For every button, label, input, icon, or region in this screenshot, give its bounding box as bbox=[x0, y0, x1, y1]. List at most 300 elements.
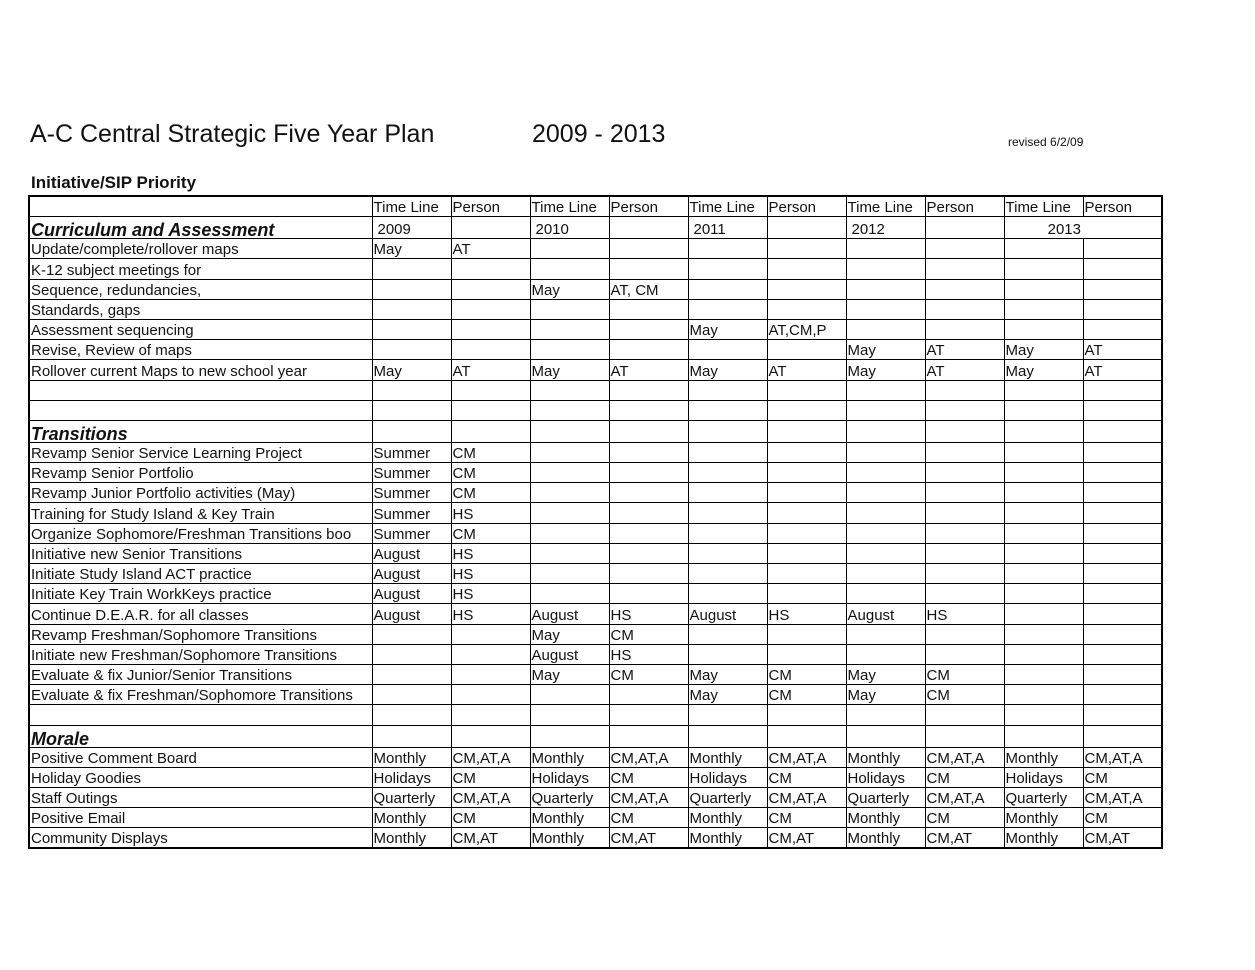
timeline-cell bbox=[688, 503, 767, 523]
timeline-cell bbox=[1004, 319, 1083, 339]
task-cell: Staff Outings bbox=[29, 787, 372, 807]
person-header: Person bbox=[1083, 196, 1162, 217]
timeline-cell: Quarterly bbox=[1004, 787, 1083, 807]
timeline-cell: May bbox=[372, 360, 451, 380]
person-cell bbox=[451, 664, 530, 684]
timeline-cell bbox=[846, 380, 925, 400]
timeline-cell: May bbox=[846, 360, 925, 380]
initiative-heading: Initiative/SIP Priority bbox=[31, 173, 197, 192]
person-cell bbox=[1083, 543, 1162, 563]
section-heading: Morale bbox=[29, 725, 372, 747]
timeline-cell: May bbox=[688, 360, 767, 380]
timeline-cell: Monthly bbox=[846, 747, 925, 767]
timeline-cell: May bbox=[688, 319, 767, 339]
timeline-cell bbox=[846, 543, 925, 563]
person-cell: AT bbox=[451, 239, 530, 259]
person-cell: CM,AT,A bbox=[609, 787, 688, 807]
task-cell: Evaluate & fix Junior/Senior Transitions bbox=[29, 664, 372, 684]
person-cell bbox=[767, 543, 846, 563]
timeline-cell bbox=[688, 259, 767, 279]
person-cell: CM bbox=[767, 685, 846, 705]
task-cell: Community Displays bbox=[29, 828, 372, 849]
person-cell: HS bbox=[451, 584, 530, 604]
timeline-cell bbox=[530, 299, 609, 319]
task-cell: Initiate Study Island ACT practice bbox=[29, 564, 372, 584]
person-cell bbox=[767, 624, 846, 644]
timeline-cell: May bbox=[530, 279, 609, 299]
person-cell bbox=[925, 380, 1004, 400]
person-cell: CM,AT,A bbox=[451, 747, 530, 767]
person-cell: HS bbox=[609, 644, 688, 664]
empty-cell bbox=[846, 725, 925, 747]
person-cell bbox=[925, 644, 1004, 664]
person-cell bbox=[451, 705, 530, 725]
table-row bbox=[29, 463, 1162, 483]
section-row bbox=[29, 420, 1162, 442]
person-cell: CM bbox=[451, 463, 530, 483]
timeline-cell: August bbox=[688, 604, 767, 624]
person-cell bbox=[1083, 442, 1162, 462]
empty-cell bbox=[451, 420, 530, 442]
timeline-cell bbox=[846, 624, 925, 644]
timeline-cell bbox=[372, 380, 451, 400]
empty-cell bbox=[609, 420, 688, 442]
person-cell bbox=[609, 705, 688, 725]
timeline-cell bbox=[688, 564, 767, 584]
timeline-cell bbox=[846, 319, 925, 339]
task-cell: Revise, Review of maps bbox=[29, 340, 372, 360]
timeline-cell: May bbox=[846, 340, 925, 360]
person-cell bbox=[767, 400, 846, 420]
timeline-cell bbox=[372, 340, 451, 360]
timeline-cell bbox=[1004, 463, 1083, 483]
empty-cell bbox=[609, 217, 688, 239]
year-label: 2010 bbox=[530, 217, 609, 239]
timeline-header: Time Line bbox=[1004, 196, 1083, 217]
table-row bbox=[29, 644, 1162, 664]
person-cell: HS bbox=[451, 543, 530, 563]
person-cell bbox=[1083, 604, 1162, 624]
person-cell bbox=[925, 564, 1004, 584]
person-cell: CM bbox=[451, 442, 530, 462]
timeline-cell: Quarterly bbox=[530, 787, 609, 807]
timeline-cell bbox=[1004, 483, 1083, 503]
timeline-cell bbox=[846, 279, 925, 299]
timeline-cell: Monthly bbox=[1004, 747, 1083, 767]
person-cell bbox=[1083, 644, 1162, 664]
timeline-header: Time Line bbox=[688, 196, 767, 217]
timeline-cell bbox=[1004, 299, 1083, 319]
person-cell bbox=[767, 442, 846, 462]
person-cell bbox=[1083, 685, 1162, 705]
timeline-cell: Summer bbox=[372, 483, 451, 503]
timeline-cell bbox=[1004, 503, 1083, 523]
empty-cell bbox=[925, 725, 1004, 747]
empty-cell bbox=[925, 420, 1004, 442]
person-cell: CM bbox=[925, 767, 1004, 787]
person-cell bbox=[1083, 483, 1162, 503]
timeline-cell bbox=[688, 705, 767, 725]
person-cell: CM bbox=[609, 808, 688, 828]
person-cell bbox=[925, 584, 1004, 604]
timeline-cell bbox=[846, 239, 925, 259]
table-row bbox=[29, 340, 1162, 360]
column-header-row bbox=[29, 196, 1162, 217]
timeline-cell: Holidays bbox=[372, 767, 451, 787]
timeline-cell bbox=[372, 685, 451, 705]
timeline-cell bbox=[530, 564, 609, 584]
task-cell: Initiate Key Train WorkKeys practice bbox=[29, 584, 372, 604]
person-cell bbox=[451, 644, 530, 664]
person-cell bbox=[1083, 564, 1162, 584]
person-cell bbox=[767, 483, 846, 503]
timeline-cell bbox=[372, 299, 451, 319]
person-cell: CM bbox=[767, 664, 846, 684]
timeline-cell: Summer bbox=[372, 503, 451, 523]
timeline-cell: August bbox=[846, 604, 925, 624]
timeline-cell: May bbox=[1004, 340, 1083, 360]
table-row bbox=[29, 564, 1162, 584]
task-cell: Revamp Freshman/Sophomore Transitions bbox=[29, 624, 372, 644]
timeline-cell bbox=[846, 503, 925, 523]
person-cell: CM,AT,A bbox=[767, 747, 846, 767]
timeline-cell bbox=[1004, 543, 1083, 563]
blank-row bbox=[29, 705, 1162, 725]
empty-cell bbox=[688, 725, 767, 747]
empty-cell bbox=[451, 217, 530, 239]
person-cell bbox=[1083, 239, 1162, 259]
task-cell bbox=[29, 380, 372, 400]
person-cell bbox=[609, 543, 688, 563]
person-cell: CM,AT,A bbox=[451, 787, 530, 807]
timeline-cell: Holidays bbox=[688, 767, 767, 787]
year-label: 2011 bbox=[688, 217, 767, 239]
task-cell bbox=[29, 705, 372, 725]
timeline-cell bbox=[1004, 259, 1083, 279]
person-cell: CM,AT bbox=[925, 828, 1004, 849]
table-row bbox=[29, 279, 1162, 299]
empty-cell bbox=[688, 420, 767, 442]
person-cell: CM bbox=[451, 523, 530, 543]
person-cell bbox=[925, 442, 1004, 462]
person-cell: CM bbox=[767, 808, 846, 828]
table-row bbox=[29, 828, 1162, 849]
timeline-cell bbox=[688, 400, 767, 420]
timeline-cell bbox=[1004, 400, 1083, 420]
timeline-cell bbox=[530, 523, 609, 543]
plan-table bbox=[28, 195, 1163, 849]
empty-cell bbox=[1004, 420, 1083, 442]
timeline-cell bbox=[530, 380, 609, 400]
timeline-cell bbox=[846, 299, 925, 319]
task-cell: Revamp Junior Portfolio activities (May) bbox=[29, 483, 372, 503]
timeline-cell bbox=[688, 299, 767, 319]
person-cell bbox=[609, 299, 688, 319]
timeline-cell: Monthly bbox=[1004, 808, 1083, 828]
person-cell: CM,AT bbox=[767, 828, 846, 849]
timeline-cell bbox=[530, 584, 609, 604]
timeline-cell bbox=[530, 463, 609, 483]
person-cell bbox=[609, 442, 688, 462]
person-cell: AT bbox=[1083, 360, 1162, 380]
person-cell bbox=[1083, 624, 1162, 644]
task-cell: Standards, gaps bbox=[29, 299, 372, 319]
person-cell: HS bbox=[925, 604, 1004, 624]
person-cell: AT bbox=[767, 360, 846, 380]
timeline-cell bbox=[530, 685, 609, 705]
empty-cell bbox=[530, 725, 609, 747]
timeline-cell bbox=[1004, 564, 1083, 584]
table-row bbox=[29, 747, 1162, 767]
timeline-cell bbox=[372, 664, 451, 684]
section-row bbox=[29, 725, 1162, 747]
person-cell: AT bbox=[609, 360, 688, 380]
person-cell bbox=[1083, 279, 1162, 299]
person-cell: HS bbox=[767, 604, 846, 624]
table-row bbox=[29, 584, 1162, 604]
timeline-cell: August bbox=[372, 604, 451, 624]
timeline-cell bbox=[846, 400, 925, 420]
table-row bbox=[29, 259, 1162, 279]
table-row bbox=[29, 360, 1162, 380]
timeline-cell: August bbox=[372, 564, 451, 584]
task-cell: Assessment sequencing bbox=[29, 319, 372, 339]
person-cell bbox=[609, 380, 688, 400]
person-cell bbox=[1083, 463, 1162, 483]
person-cell bbox=[1083, 319, 1162, 339]
person-cell bbox=[925, 463, 1004, 483]
timeline-cell: May bbox=[530, 360, 609, 380]
timeline-cell bbox=[688, 523, 767, 543]
person-header: Person bbox=[451, 196, 530, 217]
task-cell: Positive Comment Board bbox=[29, 747, 372, 767]
table-row bbox=[29, 685, 1162, 705]
empty-cell bbox=[1083, 420, 1162, 442]
person-cell bbox=[767, 503, 846, 523]
timeline-cell bbox=[372, 319, 451, 339]
person-cell bbox=[925, 523, 1004, 543]
timeline-cell bbox=[688, 239, 767, 259]
table-row bbox=[29, 503, 1162, 523]
person-cell: HS bbox=[451, 604, 530, 624]
timeline-cell bbox=[1004, 239, 1083, 259]
person-cell bbox=[1083, 503, 1162, 523]
table-row bbox=[29, 442, 1162, 462]
empty-cell bbox=[767, 420, 846, 442]
person-header: Person bbox=[767, 196, 846, 217]
person-cell: CM,AT,A bbox=[925, 787, 1004, 807]
timeline-cell bbox=[372, 644, 451, 664]
person-cell: CM bbox=[609, 624, 688, 644]
timeline-cell: Monthly bbox=[530, 828, 609, 849]
person-cell: HS bbox=[451, 503, 530, 523]
person-cell bbox=[609, 685, 688, 705]
timeline-cell: Monthly bbox=[688, 747, 767, 767]
timeline-cell: May bbox=[846, 685, 925, 705]
person-cell bbox=[925, 400, 1004, 420]
timeline-header: Time Line bbox=[846, 196, 925, 217]
timeline-cell: Summer bbox=[372, 523, 451, 543]
person-cell bbox=[1083, 584, 1162, 604]
person-cell: AT,CM,P bbox=[767, 319, 846, 339]
person-cell: CM,AT,A bbox=[767, 787, 846, 807]
person-cell: CM,AT bbox=[1083, 828, 1162, 849]
revised-date: revised 6/2/09 bbox=[1008, 135, 1084, 149]
person-cell bbox=[609, 259, 688, 279]
section-heading: Transitions bbox=[29, 420, 372, 442]
empty-cell bbox=[767, 725, 846, 747]
timeline-header: Time Line bbox=[372, 196, 451, 217]
person-cell bbox=[609, 564, 688, 584]
task-cell: Evaluate & fix Freshman/Sophomore Transitions bbox=[29, 685, 372, 705]
task-cell: Continue D.E.A.R. for all classes bbox=[29, 604, 372, 624]
person-cell bbox=[925, 543, 1004, 563]
blank-row bbox=[29, 380, 1162, 400]
person-cell bbox=[767, 340, 846, 360]
person-header: Person bbox=[925, 196, 1004, 217]
table-row bbox=[29, 787, 1162, 807]
year-label: 2009 bbox=[372, 217, 451, 239]
person-cell bbox=[1083, 400, 1162, 420]
timeline-cell: Monthly bbox=[530, 747, 609, 767]
person-cell: CM bbox=[1083, 808, 1162, 828]
timeline-cell bbox=[688, 543, 767, 563]
task-cell: Training for Study Island & Key Train bbox=[29, 503, 372, 523]
table-row bbox=[29, 664, 1162, 684]
timeline-cell bbox=[530, 239, 609, 259]
person-cell bbox=[925, 299, 1004, 319]
timeline-cell bbox=[372, 259, 451, 279]
timeline-cell bbox=[530, 483, 609, 503]
timeline-cell: Monthly bbox=[688, 828, 767, 849]
person-cell bbox=[767, 299, 846, 319]
person-cell bbox=[609, 239, 688, 259]
year-label: 2013 bbox=[1004, 217, 1083, 239]
section-row bbox=[29, 217, 1162, 239]
timeline-cell bbox=[372, 279, 451, 299]
timeline-cell bbox=[530, 705, 609, 725]
person-cell: CM,AT,A bbox=[609, 747, 688, 767]
person-cell: AT bbox=[451, 360, 530, 380]
timeline-cell bbox=[1004, 584, 1083, 604]
person-cell bbox=[451, 380, 530, 400]
timeline-cell bbox=[688, 644, 767, 664]
timeline-cell bbox=[688, 584, 767, 604]
person-cell: CM,AT bbox=[451, 828, 530, 849]
timeline-cell bbox=[688, 483, 767, 503]
timeline-cell bbox=[1004, 644, 1083, 664]
timeline-cell bbox=[1004, 664, 1083, 684]
timeline-cell bbox=[846, 584, 925, 604]
empty-cell bbox=[1004, 725, 1083, 747]
person-cell bbox=[451, 279, 530, 299]
person-cell: CM bbox=[451, 808, 530, 828]
person-cell bbox=[609, 319, 688, 339]
table-row bbox=[29, 604, 1162, 624]
timeline-cell bbox=[688, 279, 767, 299]
task-cell: Sequence, redundancies, bbox=[29, 279, 372, 299]
timeline-cell bbox=[530, 340, 609, 360]
timeline-cell: Quarterly bbox=[846, 787, 925, 807]
timeline-cell: May bbox=[688, 685, 767, 705]
person-cell bbox=[767, 584, 846, 604]
timeline-cell bbox=[530, 543, 609, 563]
timeline-cell bbox=[846, 442, 925, 462]
timeline-cell bbox=[688, 340, 767, 360]
timeline-cell bbox=[372, 705, 451, 725]
timeline-cell: August bbox=[530, 604, 609, 624]
person-cell bbox=[451, 624, 530, 644]
person-cell bbox=[1083, 299, 1162, 319]
person-cell bbox=[609, 584, 688, 604]
timeline-cell bbox=[846, 483, 925, 503]
timeline-cell: Holidays bbox=[1004, 767, 1083, 787]
timeline-cell bbox=[846, 564, 925, 584]
person-cell: CM bbox=[767, 767, 846, 787]
table-row bbox=[29, 624, 1162, 644]
table-row bbox=[29, 239, 1162, 259]
person-cell bbox=[767, 259, 846, 279]
timeline-cell bbox=[688, 624, 767, 644]
timeline-cell bbox=[1004, 624, 1083, 644]
section-heading: Curriculum and Assessment bbox=[29, 217, 372, 239]
person-cell: CM bbox=[925, 808, 1004, 828]
timeline-cell bbox=[530, 503, 609, 523]
timeline-cell bbox=[846, 705, 925, 725]
person-cell: CM,AT,A bbox=[925, 747, 1004, 767]
empty-cell bbox=[372, 420, 451, 442]
person-cell: CM,AT,A bbox=[1083, 787, 1162, 807]
timeline-cell bbox=[530, 259, 609, 279]
empty-cell bbox=[451, 725, 530, 747]
task-cell: Organize Sophomore/Freshman Transitions boo bbox=[29, 523, 372, 543]
empty-cell bbox=[609, 725, 688, 747]
person-cell: AT bbox=[1083, 340, 1162, 360]
person-cell bbox=[767, 564, 846, 584]
timeline-cell: Monthly bbox=[688, 808, 767, 828]
timeline-cell: May bbox=[846, 664, 925, 684]
table-row bbox=[29, 523, 1162, 543]
timeline-cell bbox=[372, 624, 451, 644]
blank-row bbox=[29, 400, 1162, 420]
empty-cell bbox=[1083, 725, 1162, 747]
person-cell bbox=[609, 463, 688, 483]
timeline-cell bbox=[1004, 279, 1083, 299]
person-cell bbox=[767, 463, 846, 483]
person-cell: CM bbox=[609, 767, 688, 787]
timeline-cell bbox=[846, 259, 925, 279]
person-cell bbox=[451, 319, 530, 339]
timeline-cell bbox=[530, 442, 609, 462]
timeline-cell bbox=[1004, 523, 1083, 543]
person-cell bbox=[925, 503, 1004, 523]
timeline-cell bbox=[1004, 442, 1083, 462]
timeline-cell bbox=[688, 380, 767, 400]
timeline-cell bbox=[688, 442, 767, 462]
person-cell: AT bbox=[925, 340, 1004, 360]
person-cell bbox=[1083, 523, 1162, 543]
empty-cell bbox=[1083, 217, 1162, 239]
timeline-cell: Holidays bbox=[846, 767, 925, 787]
timeline-cell bbox=[530, 400, 609, 420]
person-cell bbox=[767, 380, 846, 400]
timeline-cell: August bbox=[372, 584, 451, 604]
person-cell bbox=[767, 705, 846, 725]
person-cell: CM,AT bbox=[609, 828, 688, 849]
task-cell: K-12 subject meetings for bbox=[29, 259, 372, 279]
person-cell: HS bbox=[451, 564, 530, 584]
person-cell: CM bbox=[451, 767, 530, 787]
